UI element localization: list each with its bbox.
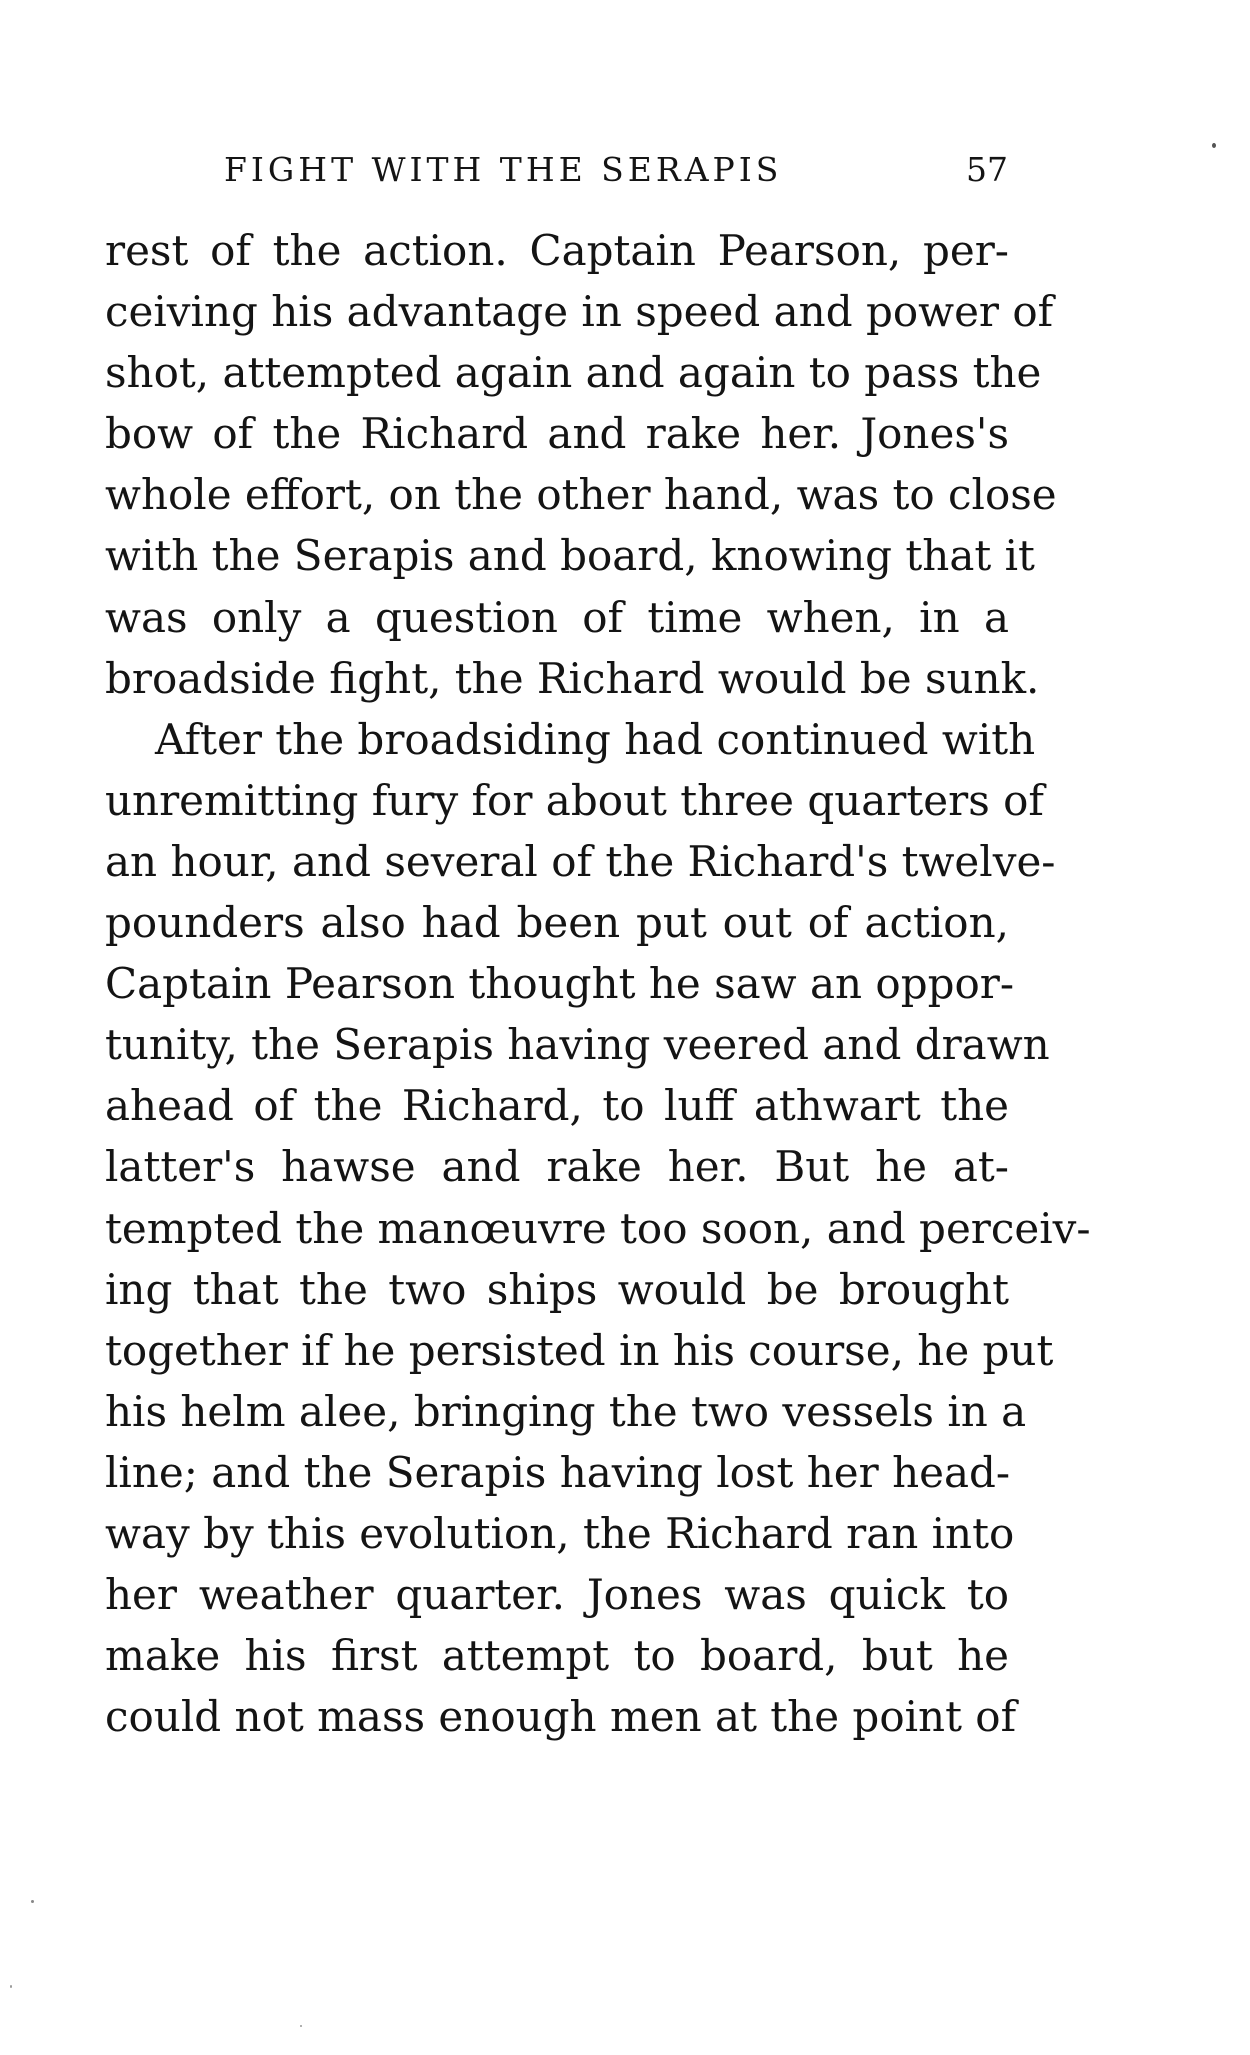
text-line: Captain Pearson thought he saw an oppor-	[105, 959, 1015, 1009]
text-line: rest of the action. Captain Pearson, per-	[105, 226, 1009, 275]
text-line: ceiving his advantage in speed and power of	[105, 287, 1054, 337]
text-line: together if he persisted in his course, he put	[105, 1325, 1054, 1375]
text-line: whole effort, on the other hand, was to close	[105, 470, 1057, 520]
body-text	[105, 220, 1091, 1747]
text-line: shot, attempted again and again to pass the	[105, 348, 1042, 398]
running-head-title: FIGHT WITH THE SERAPIS	[224, 150, 783, 189]
paragraph-start-line: After the broadsiding had continued with	[155, 714, 1036, 764]
text-line: tunity, the Serapis having veered and drawn	[105, 1020, 1050, 1070]
text-line: unremitting fury for about three quarters of	[105, 775, 1044, 825]
text-line: could not mass enough men at the point of	[105, 1692, 1017, 1742]
text-line: with the Serapis and board, knowing that it	[105, 531, 1035, 581]
scan-speck	[31, 1900, 34, 1903]
scan-speck	[300, 2025, 302, 2027]
text-line: her weather quarter. Jones was quick to	[105, 1570, 1009, 1620]
scan-speck	[1212, 143, 1216, 148]
text-line: an hour, and several of the Richard's twelve-	[105, 836, 1056, 886]
text-line: make his first attempt to board, but he	[105, 1631, 1009, 1681]
text-line: ing that the two ships would be brought	[105, 1264, 1009, 1314]
text-line: bow of the Richard and rake her. Jones's	[105, 409, 1009, 459]
text-line: way by this evolution, the Richard ran into	[105, 1508, 1015, 1558]
text-line: ahead of the Richard, to luff athwart the	[105, 1081, 1009, 1131]
running-head	[224, 150, 1008, 194]
text-line: tempted the manœuvre too soon, and perceiv-	[105, 1203, 1091, 1253]
text-line: line; and the Serapis having lost her head-	[105, 1447, 1011, 1497]
text-line: pounders also had been put out of action,	[105, 898, 1009, 948]
text-line: broadside fight, the Richard would be sunk.	[105, 653, 1040, 703]
text-line: was only a question of time when, in a	[105, 592, 1009, 642]
text-line: his helm alee, bringing the two vessels in a	[105, 1386, 1027, 1436]
scan-speck	[10, 1985, 12, 1988]
text-line: latter's hawse and rake her. But he at-	[105, 1142, 1009, 1192]
page-number: 57	[966, 150, 1008, 189]
